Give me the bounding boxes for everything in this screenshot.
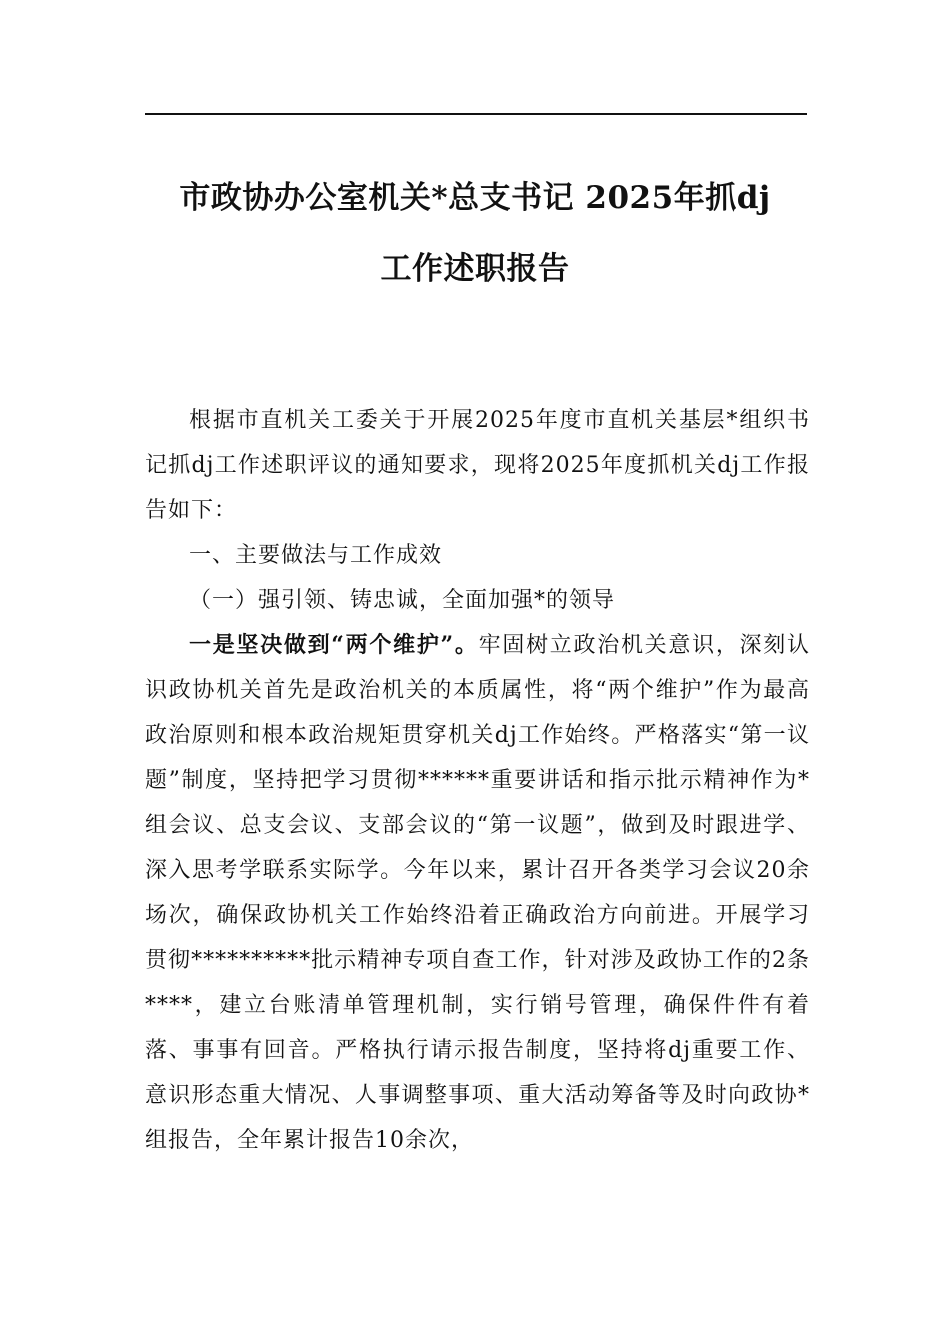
document-title-line-2: 工作述职报告 [380,251,570,287]
paragraph-1 [145,623,810,1163]
paragraph-1-body: 牢固树立政治机关意识，深刻认识政协机关首先是政治机关的本质属性，将“两个维护”作为最高政治原则和根本政治规矩贯穿机关dj工作始终。严格落实“第一议题”制度，坚持把学习贯彻******重要讲话和指示批示精神作为*组会议、总支会议、支部会议的“第一议题”，做到及时跟进学、深入思考学联系实际学。今年以来，累计召开各类学习会议20余场次，确保政协机关工作始终沿着正确政治方向前进。开展学习贯彻**********批示精神专项自查工作，针对涉及政协工作的2条****，建立台账清单管理机制，实行销号管理，确保件件有着落、事事有回音。严格执行请示报告制度，坚持将dj重要工作、意识形态重大情况、人事调整事项、重大活动筹备等及时向政协*组报告，全年累计报告10余次， [145,633,810,1153]
document-title-line-1: 市政协办公室机关*总支书记 2025年抓dj [179,180,771,216]
document-body [145,398,810,1163]
subsection-heading-1: （一）强引领、铸忠诚，全面加强*的领导 [189,588,616,613]
section-heading-1: 一、主要做法与工作成效 [189,543,443,568]
paragraph-1-lead: 一是坚决做到“两个维护”。 [189,632,479,658]
intro-paragraph: 根据市直机关工委关于开展2025年度市直机关基层*组织书记抓dj工作述职评议的通知要求，现将2025年度抓机关dj工作报告如下： [145,408,810,523]
header-rule [145,113,807,115]
